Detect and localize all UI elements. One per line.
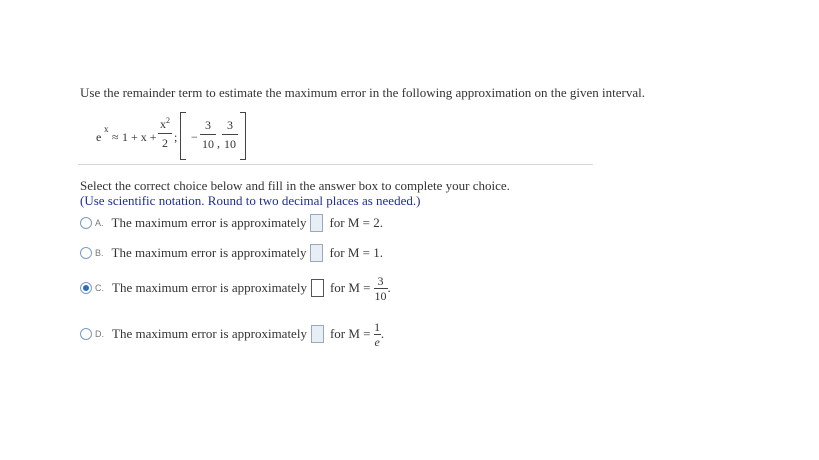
question-text: Use the remainder term to estimate the maximum error in the following approximation on the given interval. bbox=[80, 85, 645, 100]
interval-left-bar bbox=[200, 134, 216, 135]
radio-a[interactable] bbox=[80, 217, 92, 229]
formula-frac-bar bbox=[158, 133, 172, 134]
choice-d-num: 1 bbox=[374, 319, 381, 334]
choice-a-suffix: for M = 2. bbox=[329, 215, 384, 230]
interval-right-bracket bbox=[240, 112, 246, 160]
choice-b-text: The maximum error is approximately bbox=[111, 245, 307, 260]
choice-d-suffix: for M = bbox=[329, 326, 371, 341]
interval-comma: , bbox=[217, 136, 220, 150]
choice-b-letter: B. bbox=[95, 248, 104, 258]
choice-c-fraction bbox=[374, 274, 388, 303]
interval-right-num: 3 bbox=[227, 118, 233, 132]
hint-text: (Use scientific notation. Round to two decimal places as needed.) bbox=[80, 193, 421, 208]
answer-box-a[interactable] bbox=[310, 214, 323, 232]
formula-e-exponent: x bbox=[104, 124, 109, 134]
choice-c[interactable] bbox=[80, 268, 391, 308]
radio-c-selected[interactable] bbox=[80, 282, 92, 294]
interval-left-bracket bbox=[180, 112, 186, 160]
choice-d-text: The maximum error is approximately bbox=[112, 326, 307, 341]
choice-a-text: The maximum error is approximately bbox=[111, 215, 307, 230]
choice-c-text: The maximum error is approximately bbox=[112, 280, 307, 295]
interval-left-sign: − bbox=[191, 130, 198, 144]
choice-c-end: . bbox=[387, 280, 391, 295]
radio-b[interactable] bbox=[80, 247, 92, 259]
choice-b-suffix: for M = 1. bbox=[329, 245, 384, 260]
formula-frac-num: $x^2$ bbox=[160, 116, 170, 131]
radio-d[interactable] bbox=[80, 328, 92, 340]
formula-terms: 1 + x + bbox=[122, 130, 157, 144]
approximation-formula bbox=[96, 110, 266, 162]
formula-frac-den: 2 bbox=[162, 136, 168, 150]
choice-d-den: e bbox=[374, 334, 380, 349]
interval-right-den: 10 bbox=[224, 137, 236, 151]
interval-right-bar bbox=[222, 134, 238, 135]
choice-d-letter: D. bbox=[95, 329, 104, 339]
choice-c-suffix: for M = bbox=[329, 280, 371, 295]
choice-d-end: . bbox=[380, 326, 385, 341]
choice-c-letter: C. bbox=[95, 283, 104, 293]
formula-approx: ≈ bbox=[112, 130, 119, 144]
divider bbox=[78, 164, 593, 165]
interval-left-num: 3 bbox=[205, 118, 211, 132]
choice-d[interactable] bbox=[80, 314, 384, 354]
choice-a-letter: A. bbox=[95, 218, 104, 228]
formula-e: e bbox=[96, 130, 102, 144]
answer-box-b[interactable] bbox=[310, 244, 323, 262]
answer-box-c[interactable] bbox=[311, 279, 324, 297]
choice-c-num: 3 bbox=[377, 273, 384, 288]
instructions-text: Select the correct choice below and fill in the answer box to complete your choice. bbox=[80, 178, 510, 193]
answer-box-d[interactable] bbox=[311, 325, 324, 343]
choice-a[interactable] bbox=[80, 212, 383, 234]
choice-c-den: 10 bbox=[374, 288, 387, 303]
interval-left-den: 10 bbox=[202, 137, 214, 151]
choice-d-fraction bbox=[374, 320, 381, 349]
choice-b[interactable] bbox=[80, 242, 383, 264]
formula-separator: ; bbox=[174, 130, 178, 144]
